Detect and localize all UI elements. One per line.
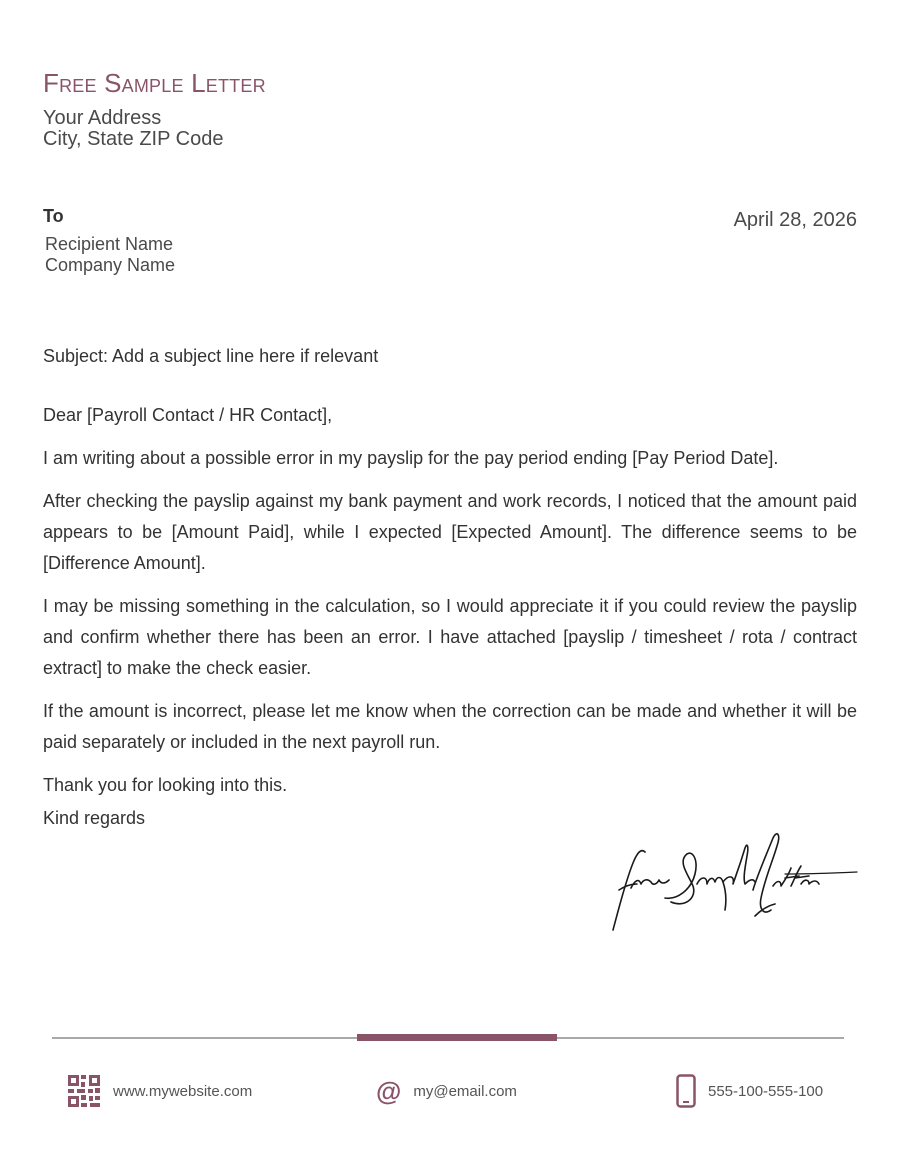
body-paragraph-3: I may be missing something in the calculation, so I would appreciate it if you could review the payslip and confirm whether there has been an error. I have attached [payslip / timesheet / rota / contract extract] to make the check easier. <box>43 596 857 678</box>
sender-address <box>43 108 223 150</box>
sender-address-line1: Your Address <box>43 107 162 129</box>
body-paragraph-5: Thank you for looking into this. <box>43 775 288 795</box>
recipient-company: Company Name <box>45 255 176 275</box>
letter-body <box>43 400 857 813</box>
qr-code-icon <box>67 1074 101 1108</box>
footer-website <box>67 1074 252 1108</box>
sender-address-line2: City, State ZIP Code <box>43 128 224 150</box>
body-paragraph-4: If the amount is incorrect, please let me know when the correction can be made and whether it will be paid separately or included in the next payroll run. <box>43 701 857 752</box>
closing-line: Kind regards <box>43 808 146 828</box>
footer-email <box>376 1074 517 1108</box>
salutation: Dear [Payroll Contact / HR Contact], <box>43 405 333 425</box>
letter-title: Free Sample Letter <box>43 68 266 98</box>
closing-clip <box>43 808 343 828</box>
footer-divider-accent <box>357 1034 557 1041</box>
body-paragraph-2: After checking the payslip against my bank payment and work records, I noticed that the amount paid appears to be [Amount Paid], while I expected [Expected Amount]. The difference seems to be [Difference Amount]. <box>43 491 857 573</box>
website-text[interactable]: www.mywebsite.com <box>113 1082 253 1100</box>
letter-date: April 28, 2026 <box>733 209 857 231</box>
recipient-label: To <box>43 206 64 226</box>
mobile-phone-icon <box>676 1074 696 1108</box>
recipient-block <box>45 234 175 276</box>
phone-text[interactable]: 555-100-555-100 <box>708 1082 824 1100</box>
signature-image <box>605 828 860 938</box>
at-sign-icon: @ <box>376 1076 402 1106</box>
subject-line: Subject: Add a subject line here if relevant <box>43 346 379 366</box>
email-text[interactable]: my@email.com <box>413 1082 517 1100</box>
body-paragraph-1: I am writing about a possible error in my payslip for the pay period ending [Pay Period Date]. <box>43 448 779 468</box>
recipient-name: Recipient Name <box>45 234 174 254</box>
footer-phone <box>676 1074 823 1108</box>
